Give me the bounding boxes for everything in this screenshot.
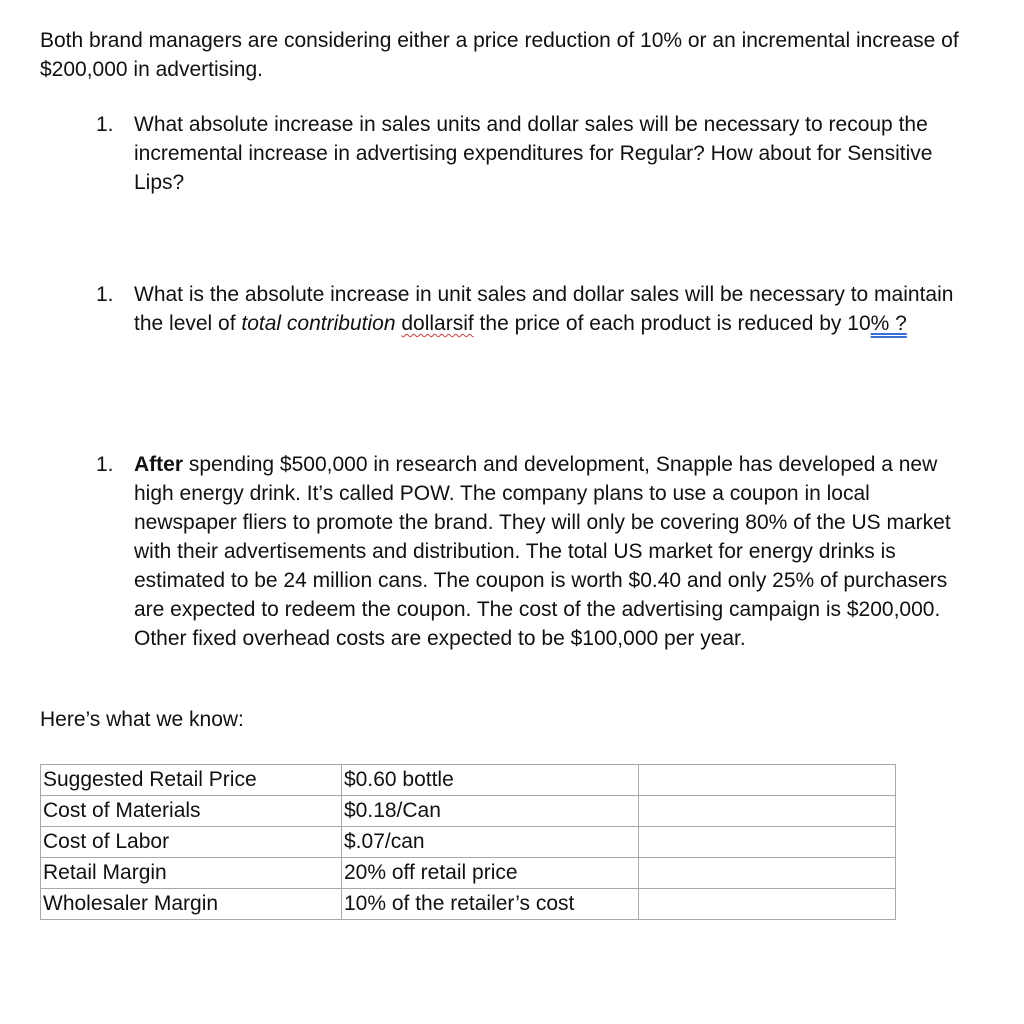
table-cell-empty[interactable]: [639, 889, 896, 920]
question-number: 1.: [96, 113, 114, 136]
table-cell-label[interactable]: Suggested Retail Price: [41, 765, 342, 796]
spelling-error-word[interactable]: dollarsif: [401, 312, 474, 335]
table-cell-label[interactable]: Retail Margin: [41, 858, 342, 889]
question-text: [134, 450, 956, 653]
table-row: [41, 827, 896, 858]
table-row: [41, 796, 896, 827]
intro-paragraph: Both brand managers are considering either a price reduction of 10% or an incremental increase of $200,000 in advertising.: [40, 29, 959, 81]
table-cell-value[interactable]: 20% off retail price: [342, 858, 639, 889]
table-cell-empty[interactable]: [639, 796, 896, 827]
known-values-table: [40, 764, 896, 920]
known-heading: Here’s what we know:: [40, 708, 244, 731]
document-page: [40, 26, 980, 915]
question-text-part: What is the absolute increase in unit sales and dollar sales will be necessary to maintain the level of: [134, 283, 954, 335]
table-cell-label[interactable]: Wholesaler Margin: [41, 889, 342, 920]
question-number: 1.: [96, 283, 114, 306]
question-text-part: the price of each product is reduced by 10: [473, 312, 871, 335]
table-cell-value[interactable]: $0.60 bottle: [342, 765, 639, 796]
question-text: [134, 280, 956, 338]
bold-word: After: [134, 453, 184, 476]
question-3: [96, 450, 956, 653]
table-cell-value[interactable]: $0.18/Can: [342, 796, 639, 827]
table-row: [41, 765, 896, 796]
table-cell-label[interactable]: Cost of Materials: [41, 796, 342, 827]
table-cell-value[interactable]: $.07/can: [342, 827, 639, 858]
italic-phrase: total contribution: [241, 312, 402, 335]
table-cell-value[interactable]: 10% of the retailer’s cost: [342, 889, 639, 920]
table-row: [41, 889, 896, 920]
question-text: What absolute increase in sales units and dollar sales will be necessary to recoup the incremental increase in advertising expenditures for Regular? How about for Sensitive Lips?: [134, 113, 933, 194]
grammar-flag[interactable]: % ?: [870, 312, 907, 335]
question-number: 1.: [96, 453, 114, 476]
question-1: [96, 110, 956, 197]
question-2: [96, 280, 956, 338]
table-cell-empty[interactable]: [639, 827, 896, 858]
table-cell-empty[interactable]: [639, 858, 896, 889]
table-row: [41, 858, 896, 889]
table-cell-empty[interactable]: [639, 765, 896, 796]
table-cell-label[interactable]: Cost of Labor: [41, 827, 342, 858]
question-text-part: spending $500,000 in research and development, Snapple has developed a new high energy drink. It’s called POW. The company plans to use a coupon in local newspaper fliers to promote the brand. They will only be covering 80% of the US market with their advertisements and distribution. The total US market for energy drinks is estimated to be 24 million cans. The coupon is worth $0.40 and only 25% of purchasers are expected to redeem the coupon. The cost of the advertising campaign is $200,000. Other fixed overhead costs are expected to be $100,000 per year.: [134, 453, 951, 650]
